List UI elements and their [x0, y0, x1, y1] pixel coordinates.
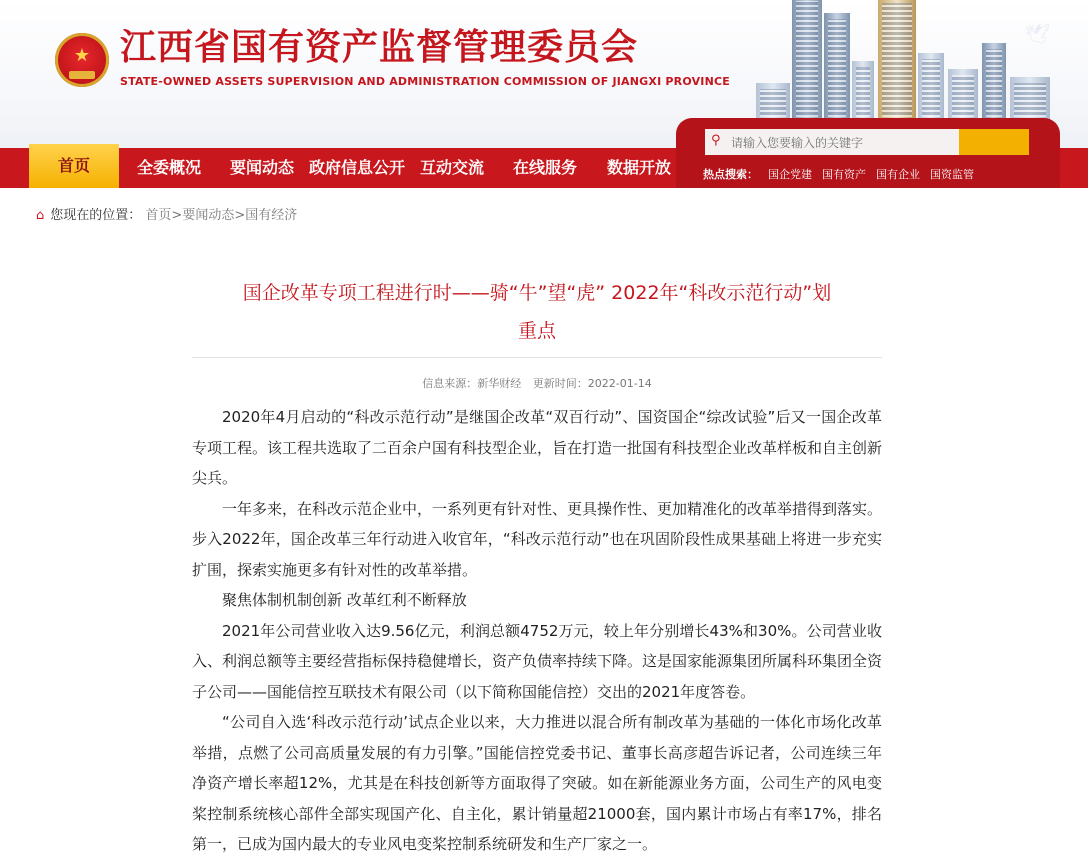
nav-item-online-service[interactable]: 在线服务 — [512, 158, 577, 177]
breadcrumb-prefix: 您现在的位置： — [50, 208, 142, 223]
search-input[interactable] — [729, 132, 959, 154]
emblem-base — [69, 71, 95, 79]
home-icon: ⌂ — [36, 208, 45, 223]
hot-keyword-link[interactable]: 国有资产 — [822, 168, 866, 181]
article-meta — [192, 375, 882, 391]
article-paragraph: 2021年公司营业收入达9.56亿元，利润总额4752万元，较上年分别增长43%和30%。公司营业收入、利润总额等主要经营指标保持稳健增长，资产负债率持续下降。这是国家能源集团所属科环集团全资子公司——国能信控互联技术有限公司（以下简称国能信控）交出的2021年度答卷。 — [192, 621, 883, 701]
nav-item-interaction[interactable]: 互动交流 — [419, 158, 484, 177]
search-box — [705, 129, 959, 155]
dove-icon: 🕊 — [1024, 22, 1050, 46]
nav-item-gov-info[interactable]: 政府信息公开 — [308, 158, 405, 177]
nav-item-home[interactable]: 首页 — [29, 144, 119, 188]
title-divider — [192, 357, 882, 358]
article-subheading: 聚焦体制机制创新 改革红利不断释放 — [222, 591, 467, 609]
hot-keyword-link[interactable]: 国有企业 — [876, 168, 920, 181]
hot-search-label: 热点搜索： — [703, 168, 758, 181]
nav-item-open-data[interactable]: 数据开放 — [606, 158, 671, 177]
search-panel — [676, 118, 1060, 188]
article-body — [192, 402, 882, 860]
search-button[interactable] — [959, 129, 1029, 155]
hot-keyword-link[interactable]: 国企党建 — [768, 168, 812, 181]
hot-keyword-link[interactable]: 国资监管 — [930, 168, 974, 181]
article-paragraph: 2020年4月启动的“科改示范行动”是继国企改革“双百行动”、国资国企“综改试验”后又一国企改革专项工程。该工程共选取了二百余户国有科技型企业，旨在打造一批国有科技型企业改革样板和自主创新尖兵。 — [192, 408, 883, 487]
site-subtitle: STATE-OWNED ASSETS SUPERVISION AND ADMINISTRATION COMMISSION OF JIANGXI PROVINCE — [120, 75, 730, 88]
breadcrumb-path[interactable]: 首页>要闻动态>国有经济 — [145, 208, 298, 223]
national-emblem-icon — [55, 33, 109, 87]
article-paragraph: “公司自入选‘科改示范行动’试点企业以来，大力推进以混合所有制改革为基础的一体化市场化改革举措，点燃了公司高质量发展的有力引擎。”国能信控党委书记、董事长高彦超告诉记者，公司连续三年净资产增长率超12%，尤其是在科技创新等方面取得了突破。如在新能源业务方面，公司生产的风电变桨控制系统核心部件全部实现国产化、自主化，累计销量超21000套，国内累计市场占有率17%，排名第一，已成为国内最大的专业风电变桨控制系统研发和生产厂家之一。 — [192, 713, 882, 853]
article-source: 信息来源：新华财经 — [422, 377, 522, 390]
nav-item-overview[interactable]: 全委概况 — [136, 158, 201, 177]
nav-item-news[interactable]: 要闻动态 — [229, 158, 294, 177]
article-title-line: 重点 — [517, 320, 556, 342]
article-title-line: 国企改革专项工程进行时——骑“牛”望“虎” 2022年“科改示范行动”划 — [242, 282, 832, 304]
search-icon: ⚲ — [711, 133, 721, 148]
article-title — [192, 274, 882, 350]
site-title[interactable]: 江西省国有资产监督管理委员会 — [120, 27, 639, 68]
article-paragraph: 一年多来，在科改示范企业中，一系列更有针对性、更具操作性、更加精准化的改革举措得到落实。步入2022年，国企改革三年行动进入收官年，“科改示范行动”也在巩固阶段性成果基础上将进一步充实扩围，探索实施更多有针对性的改革举措。 — [192, 499, 883, 579]
article-updated: 更新时间：2022-01-14 — [532, 377, 652, 390]
emblem-star-icon: ★ — [73, 44, 91, 66]
breadcrumb — [36, 204, 297, 223]
hot-search — [703, 166, 974, 182]
